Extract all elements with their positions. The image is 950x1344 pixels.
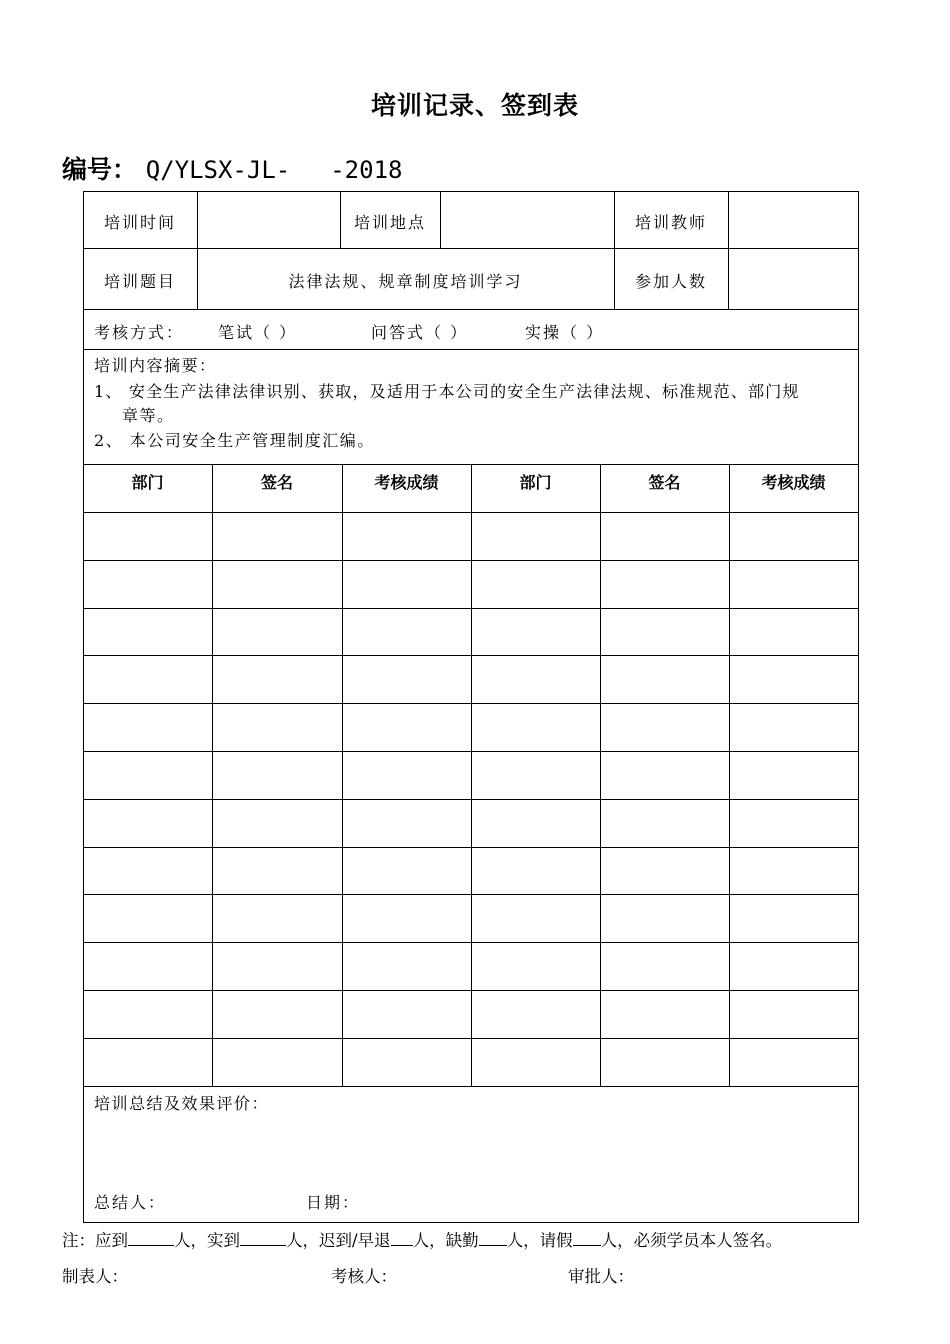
table-cell[interactable]	[730, 991, 858, 1038]
table-cell[interactable]	[730, 752, 858, 799]
table-cell[interactable]	[601, 848, 729, 895]
evaluation-label: 培训总结及效果评价：	[94, 1094, 270, 1113]
leave-count-blank[interactable]	[573, 1231, 601, 1246]
absent-count-blank[interactable]	[479, 1231, 507, 1246]
table-cell[interactable]	[84, 656, 212, 703]
table-cell[interactable]	[472, 704, 600, 751]
note-absent-label: 人，缺勤	[412, 1231, 479, 1250]
form-maker-label: 制表人：	[62, 1267, 128, 1286]
content-summary-label: 培训内容摘要：	[94, 356, 217, 375]
table-cell[interactable]	[601, 943, 729, 990]
table-cell[interactable]	[84, 991, 212, 1038]
reviewer-label: 考核人：	[331, 1267, 397, 1286]
table-cell[interactable]	[343, 704, 471, 751]
table-cell[interactable]	[343, 943, 471, 990]
table-cell[interactable]	[601, 704, 729, 751]
table-cell[interactable]	[730, 513, 858, 560]
table-cell[interactable]	[472, 991, 600, 1038]
table-cell[interactable]	[213, 704, 342, 751]
table-header-5: 签名	[648, 473, 681, 492]
table-cell[interactable]	[730, 561, 858, 608]
table-cell[interactable]	[343, 895, 471, 942]
expected-count-blank[interactable]	[128, 1231, 174, 1246]
training-time-label: 培训时间	[103, 213, 176, 232]
table-cell[interactable]	[213, 1039, 342, 1086]
table-cell[interactable]	[601, 561, 729, 608]
training-teacher-field[interactable]	[729, 192, 858, 248]
training-teacher-label: 培训教师	[634, 213, 707, 232]
table-cell[interactable]	[213, 656, 342, 703]
table-header-2: 签名	[260, 473, 293, 492]
table-cell[interactable]	[213, 752, 342, 799]
table-cell[interactable]	[343, 1039, 471, 1086]
table-cell[interactable]	[84, 1039, 212, 1086]
table-cell[interactable]	[213, 848, 342, 895]
doc-number-suffix: -2018	[330, 156, 403, 184]
table-cell[interactable]	[601, 800, 729, 847]
table-cell[interactable]	[343, 561, 471, 608]
table-cell[interactable]	[213, 513, 342, 560]
table-cell[interactable]	[730, 800, 858, 847]
table-cell[interactable]	[343, 752, 471, 799]
table-cell[interactable]	[601, 752, 729, 799]
doc-number-label: 编号：	[62, 155, 138, 184]
table-cell[interactable]	[84, 943, 212, 990]
assessment-written-option[interactable]: 笔试（ ）	[218, 323, 298, 342]
table-cell[interactable]	[601, 513, 729, 560]
table-cell[interactable]	[343, 800, 471, 847]
table-cell[interactable]	[343, 513, 471, 560]
table-cell[interactable]	[472, 943, 600, 990]
table-header-6: 考核成绩	[761, 473, 826, 492]
approver-label: 审批人：	[568, 1267, 634, 1286]
note-leave-label: 人，请假	[506, 1231, 573, 1250]
table-cell[interactable]	[84, 752, 212, 799]
table-cell[interactable]	[730, 609, 858, 656]
table-header-4: 部门	[519, 473, 552, 492]
doc-number-prefix: Q/YLSX-JL-	[145, 156, 291, 184]
training-place-label: 培训地点	[353, 213, 426, 232]
table-cell[interactable]	[213, 609, 342, 656]
table-cell[interactable]	[601, 895, 729, 942]
table-cell[interactable]	[730, 895, 858, 942]
training-time-field[interactable]	[198, 192, 340, 248]
assessment-label: 考核方式：	[94, 323, 185, 342]
table-cell[interactable]	[601, 656, 729, 703]
table-cell[interactable]	[84, 848, 212, 895]
evaluation-date-label: 日期：	[306, 1193, 361, 1212]
content-item-1-line-2: 章等。	[122, 406, 175, 425]
assessment-practical-option[interactable]: 实操（ ）	[525, 323, 605, 342]
table-cell[interactable]	[730, 656, 858, 703]
table-cell[interactable]	[84, 561, 212, 608]
participant-count-label: 参加人数	[634, 272, 707, 291]
table-cell[interactable]	[343, 609, 471, 656]
table-cell[interactable]	[730, 704, 858, 751]
table-cell[interactable]	[601, 991, 729, 1038]
training-topic-label: 培训题目	[103, 272, 176, 291]
table-cell[interactable]	[472, 513, 600, 560]
table-cell[interactable]	[730, 848, 858, 895]
table-cell[interactable]	[84, 513, 212, 560]
attendance-note	[62, 1227, 782, 1251]
table-cell[interactable]	[730, 1039, 858, 1086]
table-cell[interactable]	[472, 609, 600, 656]
table-cell[interactable]	[213, 561, 342, 608]
document-number	[62, 150, 402, 186]
note-signature-requirement: 人，必须学员本人签名。	[600, 1231, 783, 1250]
note-actual-label: 人，实到	[174, 1231, 240, 1250]
evaluation-field[interactable]	[84, 1115, 858, 1185]
table-cell[interactable]	[213, 895, 342, 942]
table-cell[interactable]	[84, 800, 212, 847]
table-cell[interactable]	[472, 800, 600, 847]
summarizer-label: 总结人：	[94, 1193, 167, 1212]
table-cell[interactable]	[343, 656, 471, 703]
content-item-2: 2、 本公司安全生产管理制度汇编。	[94, 431, 375, 450]
table-cell[interactable]	[343, 991, 471, 1038]
table-cell[interactable]	[213, 991, 342, 1038]
training-place-field[interactable]	[441, 192, 614, 248]
table-cell[interactable]	[601, 1039, 729, 1086]
table-cell[interactable]	[472, 848, 600, 895]
table-cell[interactable]	[472, 656, 600, 703]
table-cell[interactable]	[213, 800, 342, 847]
table-cell[interactable]	[472, 561, 600, 608]
table-header-1: 部门	[131, 473, 164, 492]
table-cell[interactable]	[84, 609, 212, 656]
actual-count-blank[interactable]	[240, 1231, 286, 1246]
table-cell[interactable]	[213, 943, 342, 990]
table-cell[interactable]	[472, 1039, 600, 1086]
table-cell[interactable]	[84, 704, 212, 751]
page-title: 培训记录、签到表	[370, 91, 579, 120]
participant-count-field[interactable]	[729, 249, 858, 309]
content-item-1-line-1: 1、 安全生产法律法律识别、获取，及适用于本公司的安全生产法律法规、标准规范、部门规	[94, 382, 800, 401]
table-cell[interactable]	[472, 752, 600, 799]
table-cell[interactable]	[343, 848, 471, 895]
table-cell[interactable]	[601, 609, 729, 656]
assessment-oral-option[interactable]: 问答式（ ）	[371, 323, 469, 342]
note-expected-label: 注：应到	[62, 1231, 128, 1250]
table-cell[interactable]	[84, 895, 212, 942]
late-count-blank[interactable]	[391, 1231, 413, 1246]
note-late-label: 人，迟到/早退	[286, 1231, 391, 1250]
table-cell[interactable]	[472, 895, 600, 942]
training-topic-value: 法律法规、规章制度培训学习	[288, 272, 523, 291]
table-header-3: 考核成绩	[374, 473, 439, 492]
table-cell[interactable]	[730, 943, 858, 990]
